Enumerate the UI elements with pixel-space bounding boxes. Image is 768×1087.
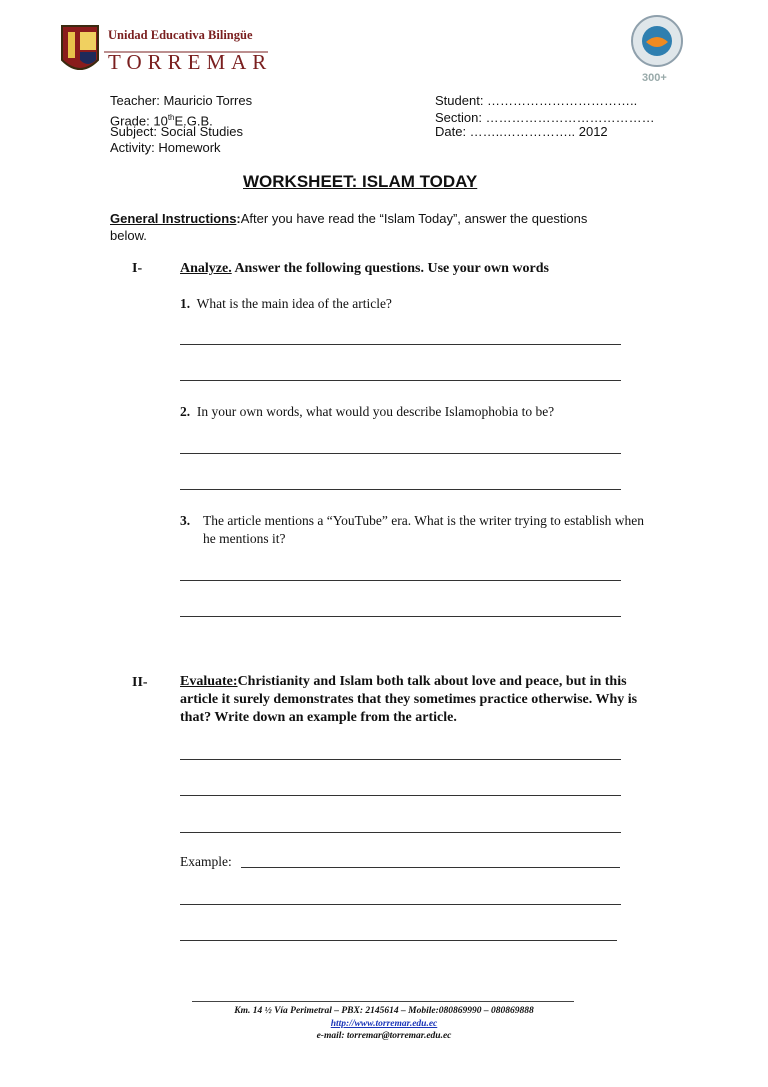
student-field[interactable]: Student: …………………………….. [435,93,638,108]
date-field[interactable]: Date: ……..…………….. 2012 [435,124,608,139]
section-field[interactable]: Section: ………………………………… [435,110,655,125]
grade-info: Grade: 10thE.G.B. [110,113,213,129]
question-3: 3. The article mentions a “YouTube” era. What is the writer trying to establish when he mentions it? [180,513,645,546]
question-2: 2. In your own words, what would you describe Islamophobia to be? [180,404,555,419]
example-label: Example: [180,854,232,869]
answer-line[interactable] [180,380,621,381]
footer-divider [192,1001,574,1002]
school-subtitle: TORREMAR [108,50,273,74]
footer-address: Km. 14 ½ Vía Perimetral – PBX: 2145614 – Mobile:080869990 – 080869888 [234,1006,534,1016]
footer-url-wrap [0,1019,768,1029]
answer-line[interactable] [180,940,617,941]
seal-label: 300+ [642,72,667,84]
answer-line[interactable] [180,759,621,760]
answer-line[interactable] [180,489,621,490]
section-1-numeral: I- [132,261,143,276]
answer-line[interactable] [180,795,621,796]
answer-line[interactable] [180,904,621,905]
footer-email: e-mail: torremar@torremar.edu.ec [316,1031,452,1041]
answer-line[interactable] [180,344,621,345]
teacher-info: Teacher: Mauricio Torres [110,93,253,108]
answer-line[interactable] [180,616,621,617]
subject-info: Subject: Social Studies [110,124,243,139]
general-instructions: General Instructions:After you have read the “Islam Today”, answer the questions below. [110,211,588,243]
worksheet-title: WORKSHEET: ISLAM TODAY [243,172,478,191]
school-name: Unidad Educativa Bilingüe [108,28,253,42]
section-2-numeral: II- [132,675,148,690]
answer-line[interactable] [180,832,621,833]
answer-line[interactable] [180,453,621,454]
question-1: 1. What is the main idea of the article? [180,296,392,311]
example-answer-line[interactable] [241,867,620,868]
section-1-heading: Analyze. Answer the following questions. Use your own words [180,261,549,276]
answer-line[interactable] [180,580,621,581]
section-2-heading: Evaluate:Christianity and Islam both talk about love and peace, but in this article it surely demonstrates that they sometimes practice otherwise. Why is that? Write down an example from the article. [180,674,638,725]
activity-info: Activity: Homework [110,140,221,155]
footer-url-link[interactable]: http://www.torremar.edu.ec [330,1019,438,1029]
